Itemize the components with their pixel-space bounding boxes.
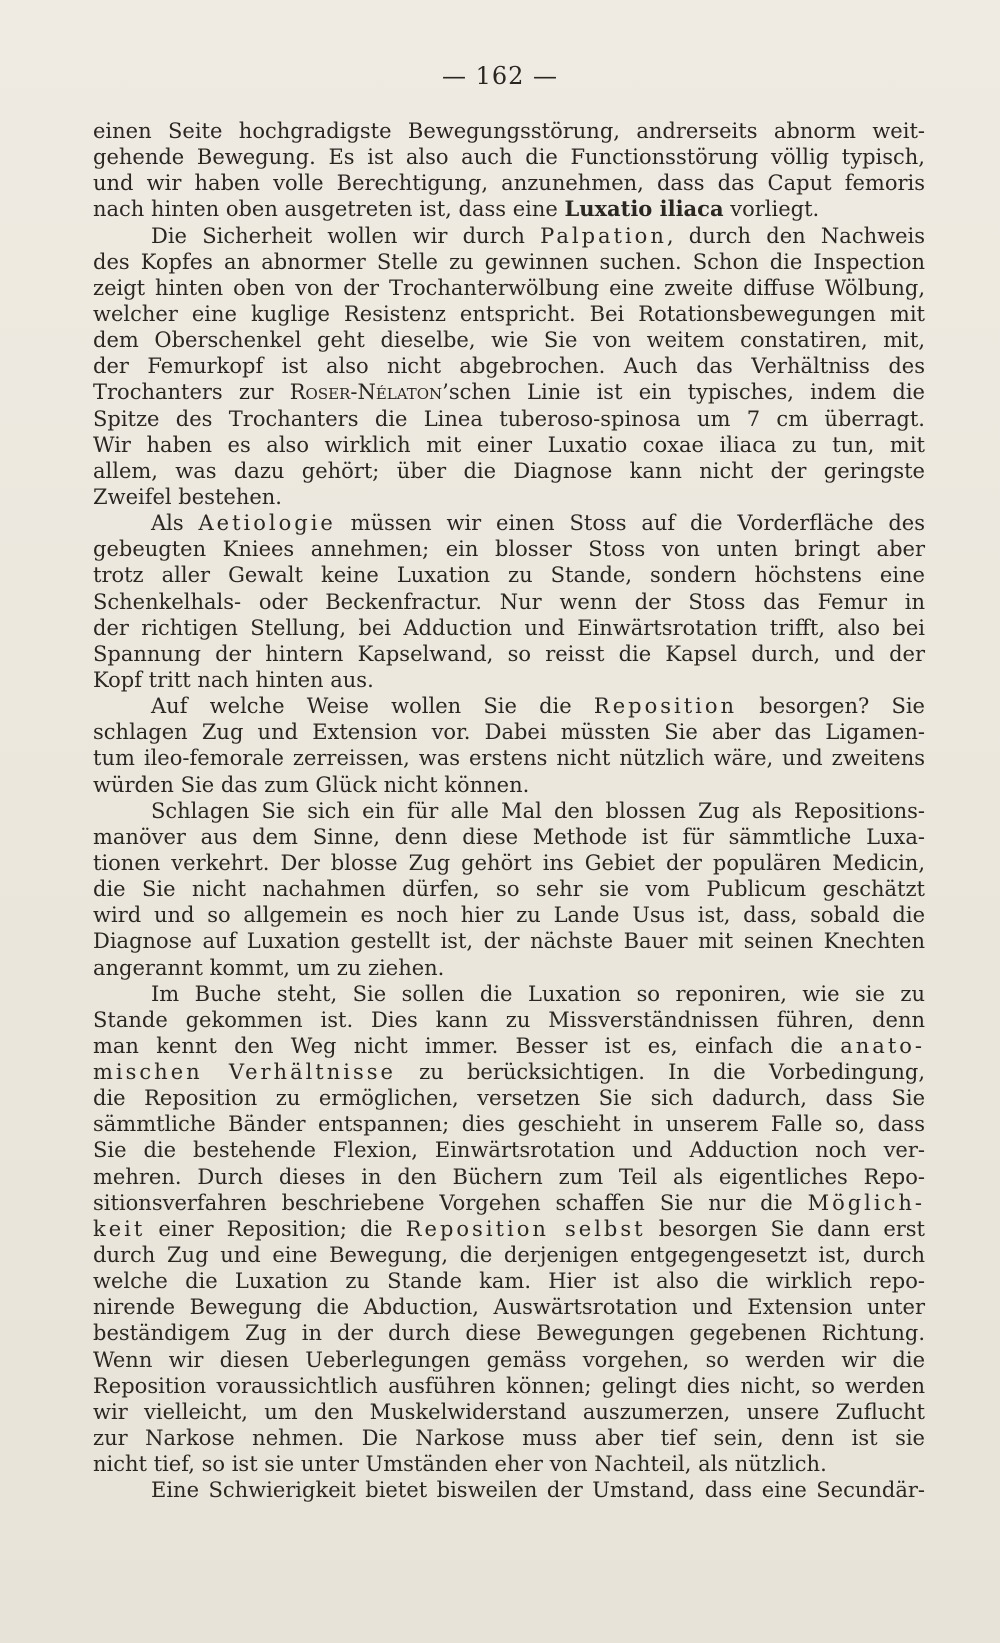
text-line (93, 196, 925, 222)
text-line: Spitze des Trochanters die Linea tuberoso-spinosa um 7 cm überragt. (93, 406, 925, 431)
text-line: Kopf tritt nach hinten aus. (93, 667, 374, 692)
line-segment: man kennt den Weg nicht immer. Besser ist es, einfach die (93, 1033, 841, 1058)
text-line: welcher eine kuglige Resistenz entspricht. Bei Rotationsbewegungen mit (93, 301, 925, 326)
text-line: nicht tief, so ist sie unter Umständen eher von Nachteil, als nützlich. (93, 1452, 827, 1477)
text-line: gehende Bewegung. Es ist also auch die Functionsstörung völlig typisch, (93, 145, 925, 170)
text-line: beständigem Zug in der durch diese Bewegungen gegebenen Richtung. (93, 1321, 925, 1346)
line-segment: vorliegt. (723, 197, 820, 222)
text-line: gebeugten Kniees annehmen; ein blosser Stoss von unten bringt aber (93, 537, 925, 562)
line-segment: Die Sicherheit wollen wir durch (151, 223, 541, 248)
emphasized-text: Möglich- (807, 1190, 925, 1215)
emphasized-text: Reposition (593, 694, 738, 719)
emphasized-text: anato- (840, 1033, 925, 1058)
text-line: wir vielleicht, um den Muskelwiderstand auszumerzen, unsere Zuflucht (93, 1399, 925, 1424)
text-line: mehren. Durch dieses in den Büchern zum Teil als eigentliches Repo- (93, 1164, 925, 1189)
text-line: Eine Schwierigkeit bietet bisweilen der Umstand, dass eine Secundär- (151, 1478, 925, 1503)
text-line: Schenkelhals- oder Beckenfractur. Nur wenn der Stoss das Femur in (93, 589, 925, 614)
emphasized-text: Roser-Nélaton (289, 380, 443, 405)
text-line (93, 1216, 925, 1242)
emphasized-text: Reposition selbst (405, 1216, 646, 1241)
text-line: sämmtliche Bänder entspannen; dies geschieht in unserem Falle so, dass (93, 1112, 925, 1137)
line-segment: besorgen Sie dann erst (645, 1216, 925, 1241)
line-segment: zu berücksichtigen. In die Vorbedingung, (395, 1060, 925, 1085)
text-line: Zweifel bestehen. (93, 484, 282, 509)
text-line: Im Buche steht, Sie sollen die Luxation so reponiren, wie sie zu (151, 981, 925, 1006)
text-line: Spannung der hintern Kapselwand, so reisst die Kapsel durch, und der (93, 641, 925, 666)
line-segment: einer Reposition; die (145, 1216, 406, 1241)
text-line: die Reposition zu ermöglichen, versetzen Sie sich dadurch, dass Sie (93, 1086, 925, 1111)
emphasized-text: keit (93, 1216, 146, 1241)
body-text (93, 118, 925, 1503)
line-segment: Als (151, 511, 199, 536)
emphasized-text: Palpation (540, 223, 667, 248)
text-line (93, 510, 925, 536)
text-line: zur Narkose nehmen. Die Narkose muss aber tief sein, denn ist sie (93, 1426, 925, 1451)
text-line: manöver aus dem Sinne, denn diese Methode ist für sämmtliche Luxa- (93, 824, 925, 849)
text-line: würden Sie das zum Glück nicht können. (93, 772, 530, 797)
text-line (93, 1059, 925, 1085)
text-line: durch Zug und eine Bewegung, die derjenigen entgegengesetzt ist, durch (93, 1243, 925, 1268)
emphasized-text: mischen Verhältnisse (93, 1060, 396, 1085)
text-line: Wir haben es also wirklich mit einer Luxatio coxae iliaca zu tun, mit (93, 432, 925, 457)
text-line: trotz aller Gewalt keine Luxation zu Stande, sondern höchstens eine (93, 563, 925, 588)
line-segment: Auf welche Weise wollen Sie die (151, 694, 594, 719)
text-line: des Kopfes an abnormer Stelle zu gewinnen suchen. Schon die Inspection (93, 249, 925, 274)
emphasized-text: Luxatio iliaca (564, 196, 724, 222)
text-line: schlagen Zug und Extension vor. Dabei müssten Sie aber das Ligamen- (93, 720, 925, 745)
text-line (93, 379, 925, 405)
text-line: Diagnose auf Luxation gestellt ist, der nächste Bauer mit seinen Knechten (93, 929, 925, 954)
text-line (93, 223, 925, 249)
text-line (93, 1033, 925, 1059)
text-line (93, 1190, 925, 1216)
emphasized-text: Aetiologie (198, 511, 336, 536)
line-segment: besorgen? Sie (737, 694, 925, 719)
text-line: wird und so allgemein es noch hier zu Lande Usus ist, dass, sobald die (93, 903, 925, 928)
text-line: welche die Luxation zu Stande kam. Hier ist also die wirklich repo- (93, 1269, 925, 1294)
text-line: tionen verkehrt. Der blosse Zug gehört ins Gebiet der populären Medicin, (93, 850, 925, 875)
line-segment: müssen wir einen Stoss auf die Vorderfläche des (335, 511, 925, 536)
text-line: Schlagen Sie sich ein für alle Mal den blossen Zug als Repositions- (151, 798, 925, 823)
text-line (93, 693, 925, 719)
text-line: nirende Bewegung die Abduction, Auswärtsrotation und Extension unter (93, 1295, 925, 1320)
text-line: einen Seite hochgradigste Bewegungsstörung, andrerseits abnorm weit- (93, 119, 925, 143)
text-line: Sie die bestehende Flexion, Einwärtsrotation und Adduction noch ver- (93, 1138, 925, 1163)
line-segment: , durch den Nachweis (666, 223, 925, 248)
text-line: dem Oberschenkel geht dieselbe, wie Sie von weitem constatiren, mit, (93, 328, 925, 353)
text-line: tum ileo-femorale zerreissen, was erstens nicht nützlich wäre, und zweitens (93, 746, 925, 771)
text-line: angerannt kommt, um zu ziehen. (93, 955, 445, 980)
line-segment: sitionsverfahren beschriebene Vorgehen schaffen Sie nur die (93, 1190, 808, 1215)
line-segment: nach hinten oben ausgetreten ist, dass eine (93, 197, 565, 222)
text-line: allem, was dazu gehört; über die Diagnose kann nicht der geringste (93, 458, 925, 483)
text-line: und wir haben volle Berechtigung, anzunehmen, dass das Caput femoris (93, 171, 925, 196)
text-line: Wenn wir diesen Ueberlegungen gemäss vorgehen, so werden wir die (93, 1347, 925, 1372)
text-line: die Sie nicht nachahmen dürfen, so sehr sie vom Publicum geschätzt (93, 877, 925, 902)
text-line: Reposition voraussichtlich ausführen können; gelingt dies nicht, so werden (93, 1373, 925, 1398)
text-line: Stande gekommen ist. Dies kann zu Missverständnissen führen, denn (93, 1007, 925, 1032)
line-segment: Trochanters zur (93, 380, 290, 405)
line-segment: ’schen Linie ist ein typisches, indem die (442, 380, 925, 405)
text-line: der richtigen Stellung, bei Adduction und Einwärtsrotation trifft, also bei (93, 615, 925, 640)
page-number: — 162 — (441, 62, 559, 90)
text-line: zeigt hinten oben von der Trochanterwölbung eine zweite diffuse Wölbung, (93, 275, 925, 300)
text-line: der Femurkopf ist also nicht abgebrochen. Auch das Verhältniss des (93, 354, 925, 379)
